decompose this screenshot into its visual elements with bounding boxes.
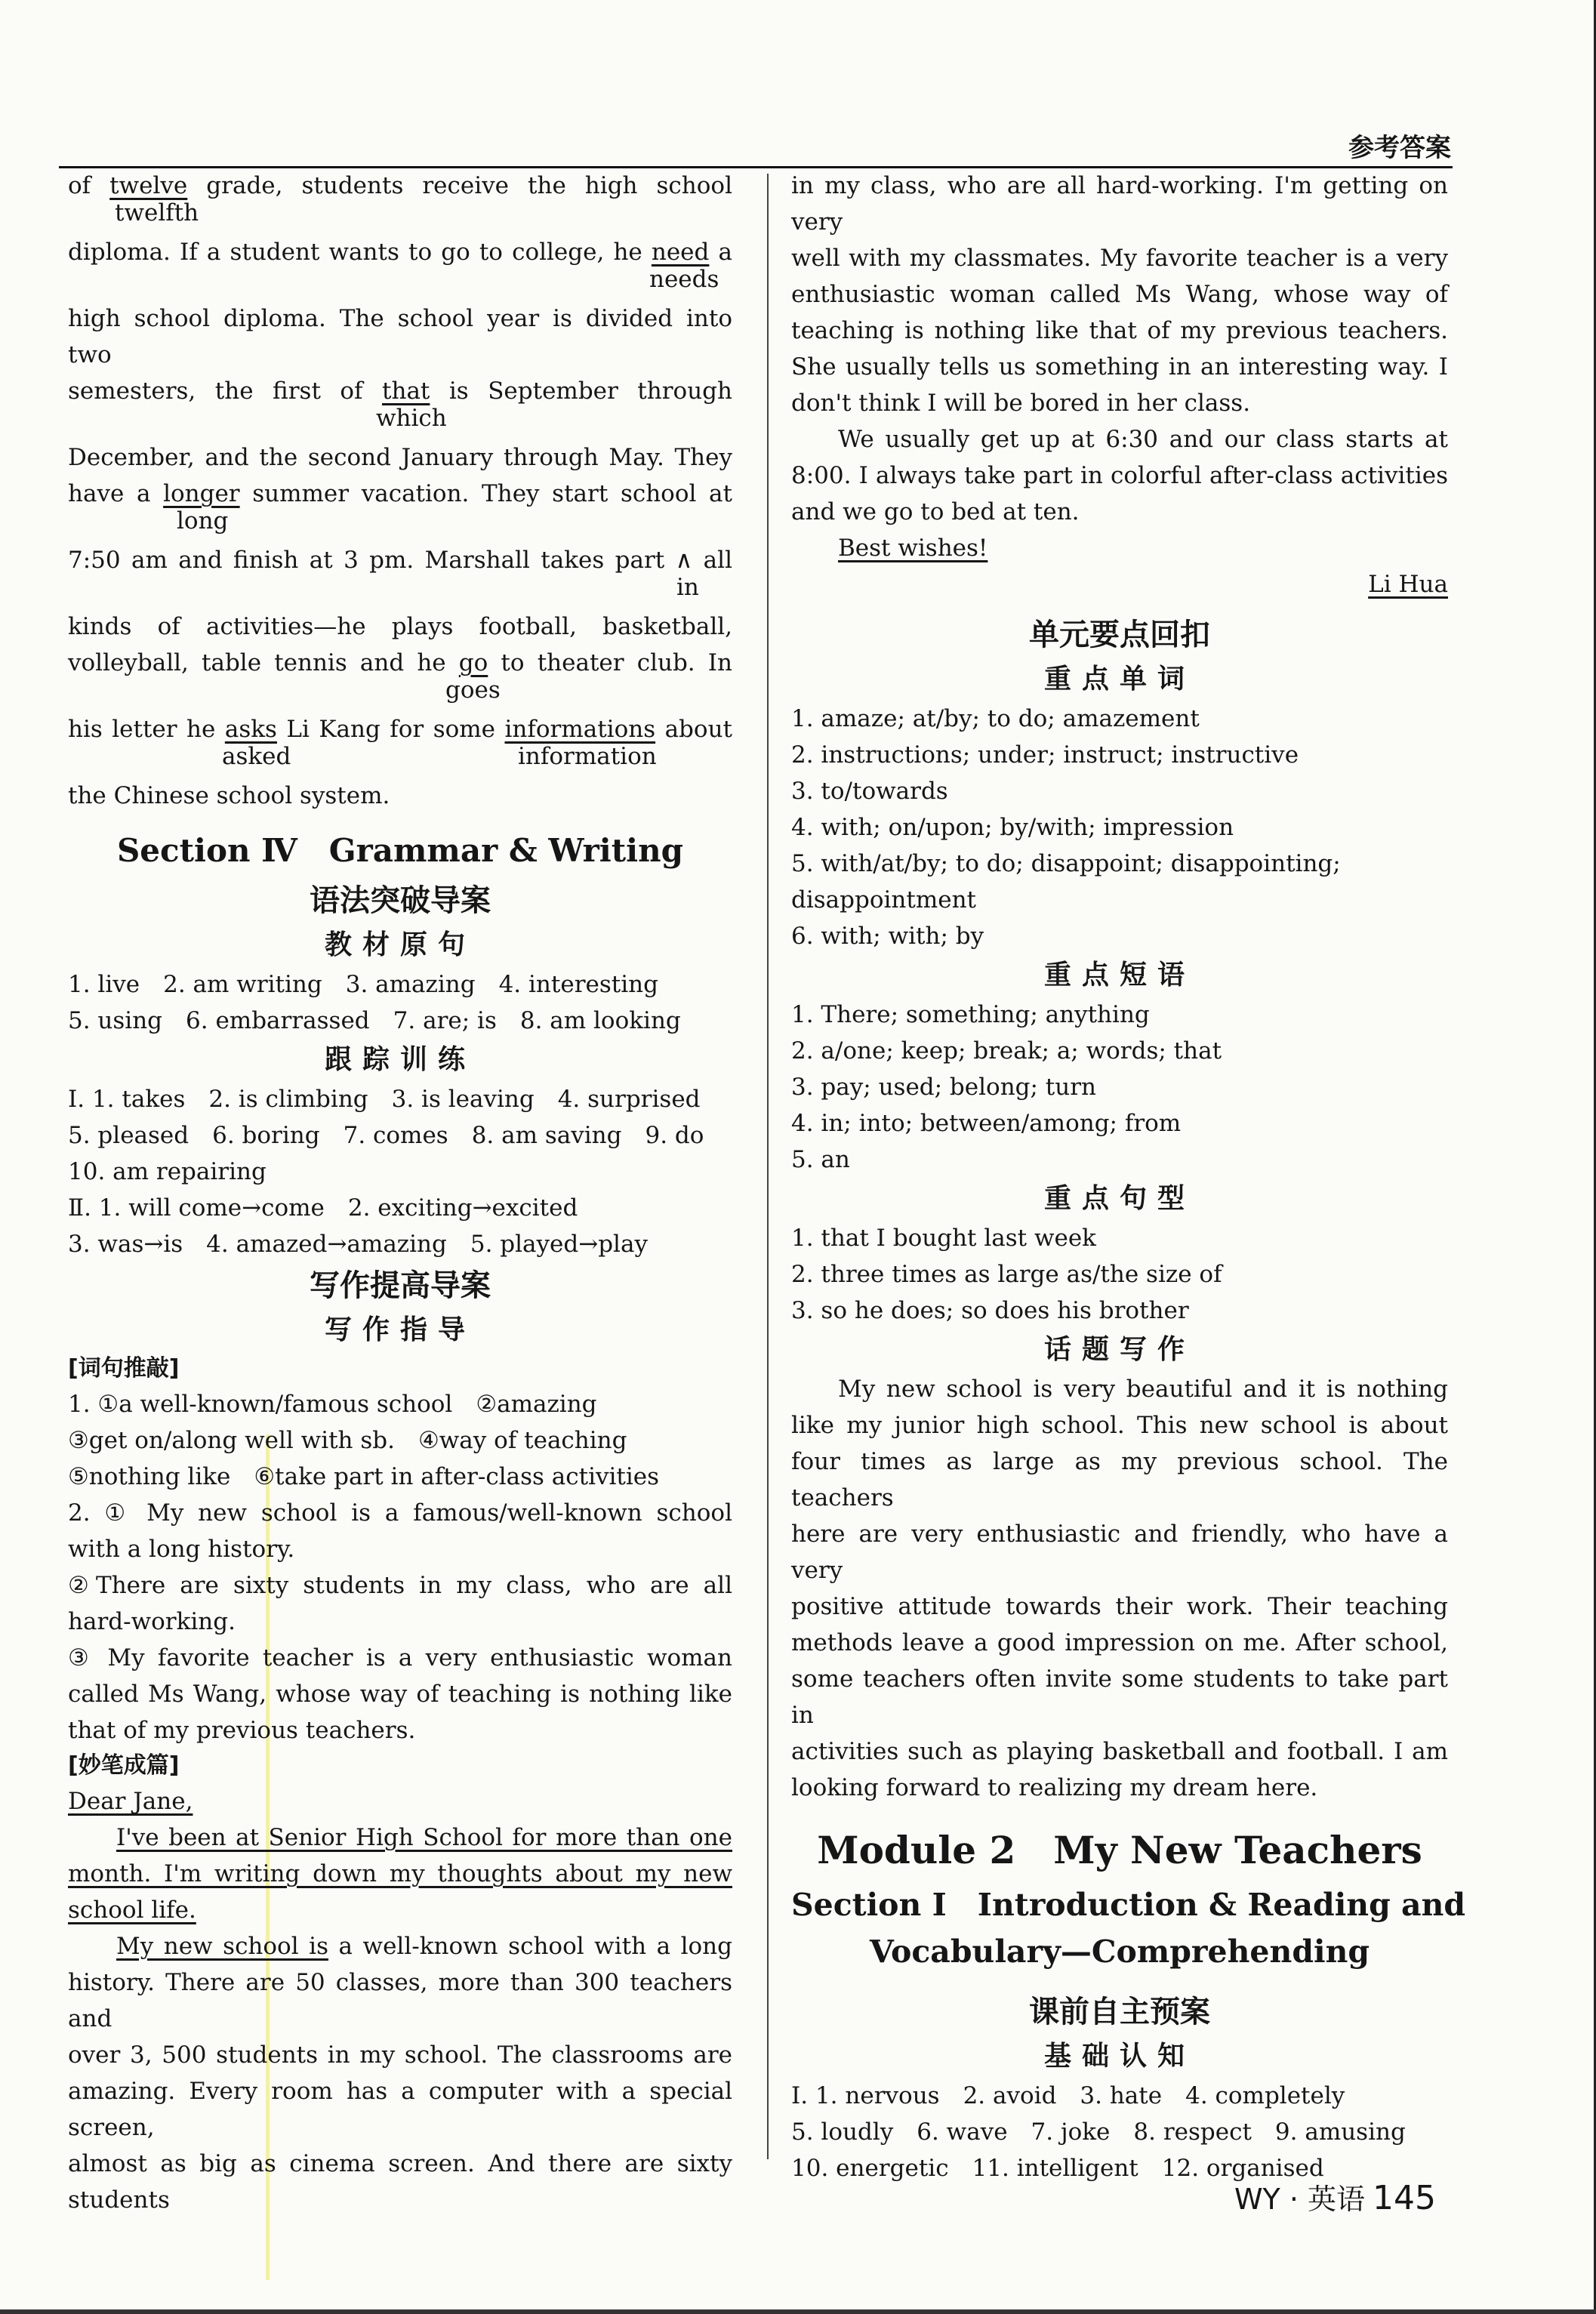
passage-line: semesters, the first of that is September through: [68, 377, 732, 405]
answer-line: 1. ①a well-known/famous school ②amazing: [68, 1391, 597, 1418]
letter-line: We usually get up at 6:30 and our class starts at: [838, 426, 1448, 453]
correction: in: [676, 574, 699, 601]
letter-line: and we go to bed at ten.: [791, 498, 1080, 525]
page-number: 145: [1373, 2179, 1436, 2217]
passage-line: the Chinese school system.: [68, 782, 390, 809]
answer-line: called Ms Wang, whose way of teaching is nothing like: [68, 1681, 732, 1708]
answer-line: 4. with; on/upon; by/with; impression: [791, 814, 1234, 841]
answer-line: 5. an: [791, 1146, 850, 1173]
answer-line: 1. live 2. am writing 3. amazing 4. interesting: [68, 971, 658, 998]
correction: information: [518, 743, 657, 770]
answer-line: 5. using 6. embarrassed 7. are; is 8. am looking: [68, 1007, 681, 1034]
writing-heading: 写作提高导案: [310, 1268, 491, 1303]
error-mark: that: [382, 377, 430, 405]
answer-line: 4. in; into; between/among; from: [791, 1110, 1182, 1137]
letter-line: She usually tells us something in an interesting way. I: [791, 353, 1448, 381]
letter-line: amazing. Every room has a computer with a special screen,: [68, 2078, 732, 2141]
passage-line: 7:50 am and finish at 3 pm. Marshall takes part ∧ all: [68, 547, 732, 574]
error-mark: go: [458, 649, 488, 676]
correction: goes: [445, 676, 501, 704]
basics-heading: 基础认知: [1043, 2041, 1195, 2072]
page-bottom-edge: [0, 2309, 1596, 2314]
letter-closing: Best wishes!: [838, 535, 988, 562]
essay-line: positive attitude towards their work. Their teaching: [791, 1593, 1448, 1620]
guide-heading: 写作指导: [324, 1314, 476, 1345]
phrases-tag: [词句推敲]: [68, 1355, 180, 1382]
answer-line: 1. that I bought last week: [791, 1225, 1096, 1252]
column-divider: [767, 174, 769, 2159]
essay-line: like my junior high school. This new school is about: [791, 1412, 1448, 1439]
essay-line: some teachers often invite some students to take part in: [791, 1665, 1448, 1729]
letter-line: My new school is a well-known school with a long: [116, 1933, 732, 1960]
correction: which: [376, 405, 447, 432]
answer-line: ③ My favorite teacher is a very enthusiastic woman: [68, 1644, 732, 1672]
header-title: 参考答案: [1348, 133, 1451, 163]
unit-review-heading: 单元要点回扣: [1029, 618, 1210, 652]
left-column: [68, 168, 732, 2218]
letter-line: over 3, 500 students in my school. The classrooms are: [68, 2041, 732, 2069]
practice-heading: 跟踪训练: [324, 1044, 476, 1075]
section-1-subtitle: Vocabulary—Comprehending: [869, 1933, 1370, 1970]
error-mark: twelve: [109, 172, 188, 199]
letter-line: history. There are 50 classes, more than 300 teachers and: [68, 1969, 732, 2032]
footer-label: WY · 英语: [1234, 2183, 1366, 2216]
answer-line: with a long history.: [68, 1536, 295, 1563]
letter-line: I've been at Senior High School for more than one: [116, 1824, 732, 1851]
answer-line: 6. with; with; by: [791, 923, 984, 950]
answer-line: Ⅰ. 1. takes 2. is climbing 3. is leaving 4. surprised: [68, 1086, 701, 1113]
correction: asked: [222, 743, 291, 770]
section-1-title: Section Ⅰ Introduction & Reading and: [791, 1887, 1466, 1923]
essay-line: four times as large as my previous school. The teachers: [791, 1448, 1448, 1511]
passage-line: have a longer summer vacation. They start school at: [68, 480, 732, 507]
module-title: Module 2 My New Teachers: [817, 1828, 1422, 1872]
letter-line: in my class, who are all hard-working. I'm getting on very: [791, 172, 1448, 236]
key-patterns-heading: 重点句型: [1043, 1183, 1195, 1214]
essay-line: here are very enthusiastic and friendly, who have a very: [791, 1521, 1448, 1584]
letter-line: 8:00. I always take part in colorful after-class activities: [791, 462, 1448, 489]
page-footer: [1234, 2176, 1436, 2217]
preview-heading: 课前自主预案: [1029, 1995, 1210, 2029]
passage-line: his letter he asks Li Kang for some informations about: [68, 716, 732, 743]
answer-line: 2. three times as large as/the size of: [791, 1261, 1222, 1288]
passage-line: kinds of activities—he plays football, basketball,: [68, 613, 732, 640]
error-mark: informations: [504, 716, 656, 743]
correction: twelfth: [115, 199, 199, 226]
right-column: [791, 168, 1466, 2186]
answer-line: 2. instructions; under; instruct; instructive: [791, 741, 1299, 769]
answer-line: 10. energetic 11. intelligent 12. organised: [791, 2155, 1324, 2182]
letter-line: almost as big as cinema screen. And there are sixty students: [68, 2150, 732, 2214]
key-phrases-heading: 重点短语: [1043, 960, 1195, 991]
answer-line: that of my previous teachers.: [68, 1717, 416, 1744]
answer-line: 3. pay; used; belong; turn: [791, 1074, 1097, 1101]
answer-line: 3. to/towards: [791, 778, 948, 805]
passage-line: volleyball, table tennis and he go to theater club. In: [68, 649, 732, 676]
section-4-title: Section Ⅳ Grammar & Writing: [116, 832, 684, 869]
error-mark: need: [651, 239, 710, 266]
answer-line: disappointment: [791, 886, 977, 914]
letter-line: month. I'm writing down my thoughts about my new: [68, 1860, 732, 1887]
essay-tag: [妙笔成篇]: [68, 1752, 180, 1779]
answer-line: 10. am repairing: [68, 1158, 267, 1185]
answer-line: 1. There; something; anything: [791, 1001, 1150, 1028]
error-mark: asks: [224, 716, 277, 743]
passage-line: high school diploma. The school year is divided into two: [68, 305, 732, 368]
essay-line: looking forward to realizing my dream here.: [791, 1774, 1318, 1801]
letter-greeting: Dear Jane,: [68, 1788, 193, 1815]
textbook-heading: 教材原句: [324, 929, 476, 960]
error-mark: longer: [163, 480, 240, 507]
answer-line: 2. a/one; keep; break; a; words; that: [791, 1037, 1222, 1065]
letter-line: school life.: [68, 1896, 196, 1924]
letter-line: enthusiastic woman called Ms Wang, whose way of: [791, 281, 1448, 308]
letter-signature: Li Hua: [1368, 571, 1448, 598]
answer-line: 3. was→is 4. amazed→amazing 5. played→play: [68, 1231, 648, 1258]
correction: needs: [649, 266, 719, 293]
answer-line: Ⅰ. 1. nervous 2. avoid 3. hate 4. completely: [791, 2082, 1345, 2109]
passage-line: December, and the second January through May. They: [68, 444, 732, 471]
answer-line: ③get on/along well with sb. ④way of teaching: [68, 1427, 627, 1454]
letter-line: don't think I will be bored in her class.: [791, 390, 1251, 417]
answer-line: 5. with/at/by; to do; disappoint; disappointing;: [791, 850, 1341, 877]
answer-line: 2. ① My new school is a famous/well-known school: [68, 1499, 732, 1527]
essay-line: activities such as playing basketball and football. I am: [791, 1738, 1448, 1765]
answer-line: ⑤nothing like ⑥take part in after-class activities: [68, 1463, 660, 1490]
essay-line: My new school is very beautiful and it is nothing: [838, 1376, 1448, 1403]
answer-line: 5. pleased 6. boring 7. comes 8. am saving 9. do: [68, 1122, 704, 1149]
answer-line: 1. amaze; at/by; to do; amazement: [791, 705, 1200, 732]
error-correction-passage: [68, 168, 732, 814]
topic-writing-heading: 话题写作: [1043, 1334, 1195, 1365]
answer-line: 3. so he does; so does his brother: [791, 1297, 1189, 1324]
passage-line: diploma. If a student wants to go to college, he need a: [68, 239, 732, 266]
correction: long: [177, 507, 229, 535]
answer-line: hard-working.: [68, 1608, 236, 1635]
letter-line: well with my classmates. My favorite teacher is a very: [791, 245, 1448, 272]
grammar-heading: 语法突破导案: [310, 883, 491, 918]
answer-line: Ⅱ. 1. will come→come 2. exciting→excited: [68, 1194, 578, 1222]
letter-line: teaching is nothing like that of my previous teachers.: [791, 317, 1448, 344]
key-words-heading: 重点单词: [1043, 664, 1195, 695]
answer-line: 5. loudly 6. wave 7. joke 8. respect 9. amusing: [791, 2118, 1406, 2146]
passage-line: of twelve grade, students receive the high school: [68, 172, 732, 199]
essay-line: methods leave a good impression on me. After school,: [791, 1629, 1448, 1656]
answer-line: ②There are sixty students in my class, who are all: [68, 1572, 732, 1599]
